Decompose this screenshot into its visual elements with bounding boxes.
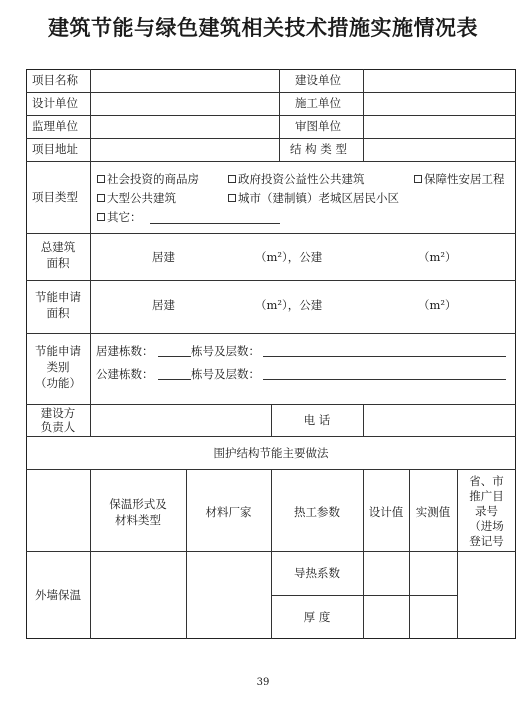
other-fill-line[interactable] bbox=[150, 223, 280, 224]
row-divider bbox=[26, 233, 516, 234]
construction-unit-label: 建设单位 bbox=[295, 73, 341, 87]
thermal-params-header: 热工参数 bbox=[294, 505, 340, 519]
pub-count-line[interactable] bbox=[158, 379, 191, 380]
catalog-header-2: 推广目 bbox=[469, 489, 504, 503]
envelope-header: 围护结构节能主要做法 bbox=[213, 446, 329, 460]
row-divider bbox=[26, 161, 516, 162]
apply-area-label-2: 面积 bbox=[46, 306, 70, 320]
apply-category-label-2: 类别 bbox=[46, 360, 70, 374]
design-value-header: 设计值 bbox=[368, 505, 404, 519]
thickness-label: 厚 度 bbox=[303, 610, 331, 624]
res-floors-label: 栋号及层数： bbox=[191, 344, 260, 358]
pub-count-label: 公建栋数： bbox=[96, 367, 154, 381]
apply-unit-end: （m²） bbox=[418, 298, 457, 312]
col-divider bbox=[363, 404, 364, 436]
project-type-option[interactable]: 城市（建制镇）老城区居民小区 bbox=[228, 191, 399, 205]
conductivity-label: 导热系数 bbox=[294, 566, 340, 580]
checkbox-icon bbox=[414, 175, 422, 183]
apply-category-label-3: （功能） bbox=[35, 376, 81, 390]
col-divider bbox=[90, 69, 91, 436]
area-unit-sep: （m²），公建 bbox=[255, 250, 323, 264]
col-divider bbox=[279, 69, 280, 161]
design-unit-label: 设计单位 bbox=[32, 96, 78, 110]
apply-category-label: 节能申请 bbox=[35, 344, 81, 358]
col-divider bbox=[186, 469, 187, 639]
project-address-label: 项目地址 bbox=[32, 142, 78, 156]
apply-unit-sep: （m²），公建 bbox=[255, 298, 323, 312]
pub-floors-label: 栋号及层数： bbox=[191, 367, 260, 381]
row-divider bbox=[271, 595, 457, 596]
owner-label-2: 负责人 bbox=[40, 420, 76, 434]
row-divider bbox=[26, 280, 516, 281]
insulation-type-header-2: 材料类型 bbox=[115, 513, 161, 527]
project-type-label: 项目类型 bbox=[32, 190, 78, 204]
res-count-line[interactable] bbox=[158, 356, 191, 357]
catalog-header-4: （进场 bbox=[469, 519, 504, 533]
area-unit-end: （m²） bbox=[418, 250, 457, 264]
project-type-option[interactable]: 大型公共建筑 bbox=[97, 191, 176, 205]
col-divider bbox=[363, 469, 364, 639]
total-area-label: 总建筑 bbox=[40, 240, 76, 254]
row-divider bbox=[26, 436, 516, 437]
wall-insulation-label: 外墙保温 bbox=[35, 588, 81, 602]
row-divider bbox=[26, 92, 516, 93]
apply-area-label: 节能申请 bbox=[35, 290, 81, 304]
total-area-label-2: 面积 bbox=[46, 256, 70, 270]
row-divider bbox=[26, 138, 516, 139]
checkbox-icon bbox=[97, 213, 105, 221]
checkbox-icon bbox=[97, 175, 105, 183]
review-unit-label: 审图单位 bbox=[295, 119, 341, 133]
catalog-header-3: 录号 bbox=[475, 504, 498, 518]
insulation-type-header: 保温形式及 bbox=[109, 497, 167, 511]
residential-area-label: 居建 bbox=[152, 250, 175, 264]
apply-residential-label: 居建 bbox=[152, 298, 175, 312]
project-name-label: 项目名称 bbox=[32, 73, 78, 87]
col-divider bbox=[90, 469, 91, 639]
col-divider bbox=[363, 69, 364, 161]
row-divider bbox=[26, 115, 516, 116]
catalog-header-5: 登记号 bbox=[469, 534, 504, 548]
pub-floors-line[interactable] bbox=[263, 379, 506, 380]
project-type-option[interactable]: 政府投资公益性公共建筑 bbox=[228, 172, 365, 186]
phone-label: 电 话 bbox=[303, 413, 331, 427]
project-type-option[interactable]: 其它： bbox=[97, 210, 142, 224]
supervision-unit-label: 监理单位 bbox=[32, 119, 78, 133]
project-type-option[interactable]: 社会投资的商品房 bbox=[97, 172, 199, 186]
builder-unit-label: 施工单位 bbox=[295, 96, 341, 110]
page-title: 建筑节能与绿色建筑相关技术措施实施情况表 bbox=[48, 16, 478, 40]
owner-label: 建设方 bbox=[40, 406, 76, 420]
project-type-option[interactable]: 保障性安居工程 bbox=[414, 172, 505, 186]
res-floors-line[interactable] bbox=[263, 356, 506, 357]
manufacturer-header: 材料厂家 bbox=[205, 505, 252, 519]
page-number: 39 bbox=[256, 677, 270, 688]
row-divider bbox=[26, 333, 516, 334]
checkbox-icon bbox=[228, 175, 236, 183]
measured-value-header: 实测值 bbox=[415, 505, 451, 519]
structure-type-label: 结 构 类 型 bbox=[290, 142, 347, 156]
checkbox-icon bbox=[97, 194, 105, 202]
catalog-header: 省、市 bbox=[469, 474, 504, 488]
checkbox-icon bbox=[228, 194, 236, 202]
col-divider bbox=[409, 469, 410, 639]
res-count-label: 居建栋数： bbox=[96, 344, 154, 358]
